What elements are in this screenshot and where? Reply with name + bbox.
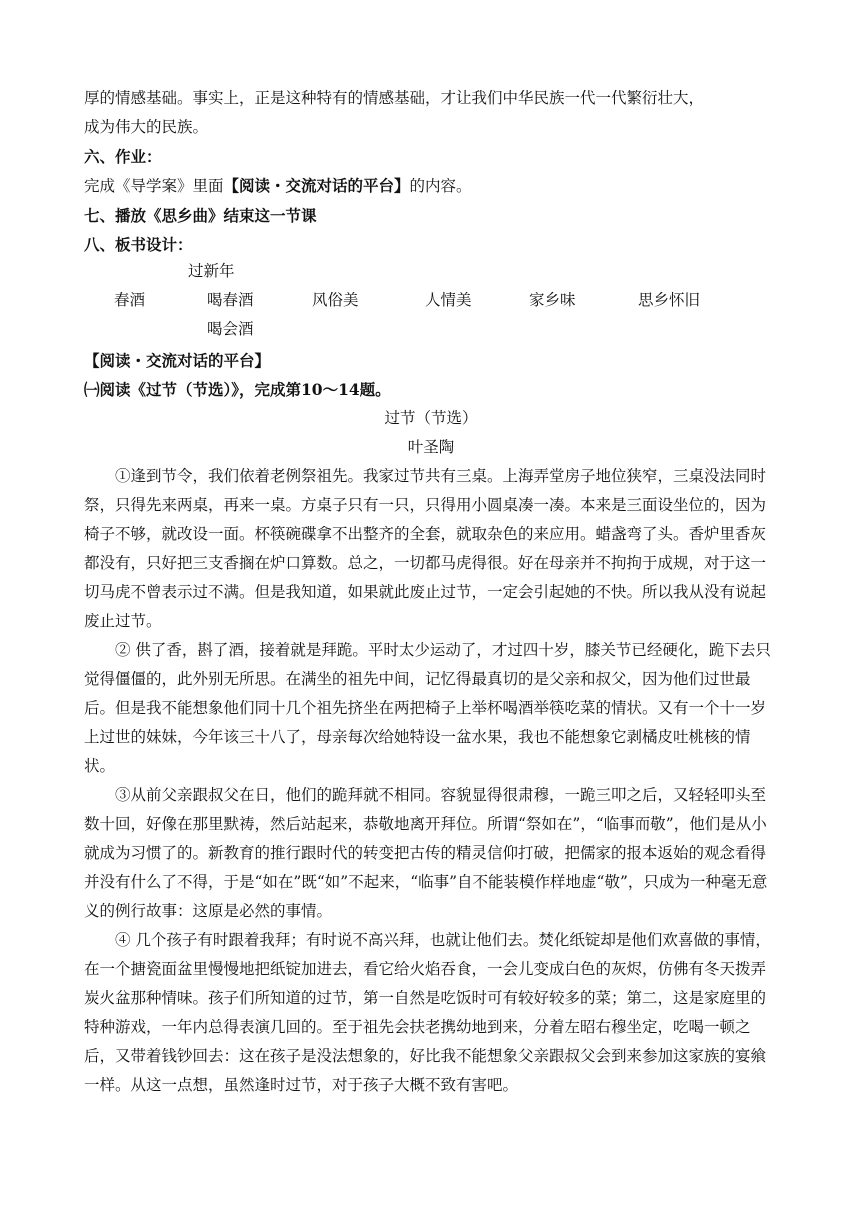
homework-heading: 六、作业：	[84, 147, 162, 166]
board-item: 人情美	[425, 291, 472, 309]
board-design	[84, 259, 778, 346]
board-item: 家乡味	[529, 291, 576, 309]
board-bottom-label: 喝会酒	[207, 320, 254, 338]
section-7-heading: 七、播放《思乡曲》结束这一节课	[84, 206, 317, 225]
homework-text-bold: 【阅读・交流对话的平台】	[223, 176, 410, 195]
platform-title: 【阅读・交流对话的平台】	[84, 351, 271, 370]
board-item: 风俗美	[312, 291, 359, 309]
intro-line-1: 厚的情感基础。事实上，正是这种特有的情感基础，才让我们中华民族一代一代繁衍壮大，	[84, 89, 705, 107]
article-author: 叶圣陶	[407, 438, 455, 456]
homework-text-suffix: 的内容。	[409, 177, 472, 195]
article-paragraph-4: ④ 几个孩子有时跟着我拜；有时说不高兴拜，也就让他们去。焚化纸锭却是他们欢喜做的事情，在一个搪瓷面盆里慢慢地把纸锭加进去，看它给火焰吞食，一会儿变成白色的灰烬，仿佛有冬天拨弄炭火盆那种情味。孩子们所知道的过节，第一自然是吃饭时可有较好较多的菜；第二，这是家庭里的特种游戏，一年内总得表演几回的。至于祖先会扶老携幼地到来，分着左昭右穆坐定，吃喝一顿之后，又带着钱钞回去：这在孩子是没法想象的，好比我不能想象父亲跟叔父会到来参加这家族的宴飨一样。从这一点想，虽然逢时过节，对于孩子大概不致有害吧。	[84, 931, 771, 1094]
document-page	[84, 84, 778, 1100]
article-paragraph-3: ③从前父亲跟叔父在日，他们的跪拜就不相同。容貌显得很肃穆，一跪三叩之后，又轻轻叩头至数十回，好像在那里默祷，然后站起来，恭敬地离开拜位。所谓“祭如在”，“临事而敬”，他们是从小就成为习惯了的。新教育的推行跟时代的转变把古传的精灵信仰打破，把儒家的报本返始的观念看得并没有什么了不得，于是“如在”既“如”不起来，“临事”自不能装模作样地虚“敬”，只成为一种毫无意义的例行故事：这原是必然的事情。	[84, 786, 768, 920]
homework-text	[84, 171, 778, 201]
board-item: 思乡怀旧	[638, 291, 701, 309]
intro-line-2: 成为伟大的民族。	[84, 118, 209, 136]
article-title: 过节（节选）	[384, 409, 478, 427]
section-8-heading: 八、板书设计：	[84, 235, 193, 254]
question-instruction: ㈠阅读《过节（节选）》，完成第10～14题。	[84, 380, 391, 399]
board-item: 春酒	[114, 291, 146, 309]
homework-text-prefix: 完成《导学案》里面	[84, 177, 224, 195]
article-paragraph-1: ①逢到节令，我们依着老例祭祖先。我家过节共有三桌。上海弄堂房子地位狭窄，三桌没法同时祭，只得先来两桌，再来一桌。方桌子只有一只，只得用小圆桌凑一凑。本来是三面设坐位的，因为椅子不够，就改设一面。杯筷碗碟拿不出整齐的全套，就取杂色的来应用。蜡盏弯了头。香炉里香灰都没有，只好把三支香搁在炉口算数。总之，一切都马虎得很。好在母亲并不拘拘于成规，对于这一切马虎不曾表示过不满。但是我知道，如果就此废止过节，一定会引起她的不快。所以我从没有说起废止过节。	[84, 467, 767, 630]
board-top-label: 过新年	[188, 262, 235, 280]
article-paragraph-2: ② 供了香，斟了酒，接着就是拜跪。平时太少运动了，才过四十岁，膝关节已经硬化，跪下去只觉得僵僵的，此外别无所思。在满坐的祖先中间，记忆得最真切的是父亲和叔父，因为他们过世最后。但是我不能想象他们同十几个祖先挤坐在两把椅子上举杯喝酒举筷吃菜的情状。又有一个十一岁上过世的妹妹，今年该三十八了，母亲每次给她特设一盆水果，我也不能想象它剥橘皮吐桃核的情状。	[84, 641, 771, 775]
board-item: 喝春酒	[207, 291, 254, 309]
